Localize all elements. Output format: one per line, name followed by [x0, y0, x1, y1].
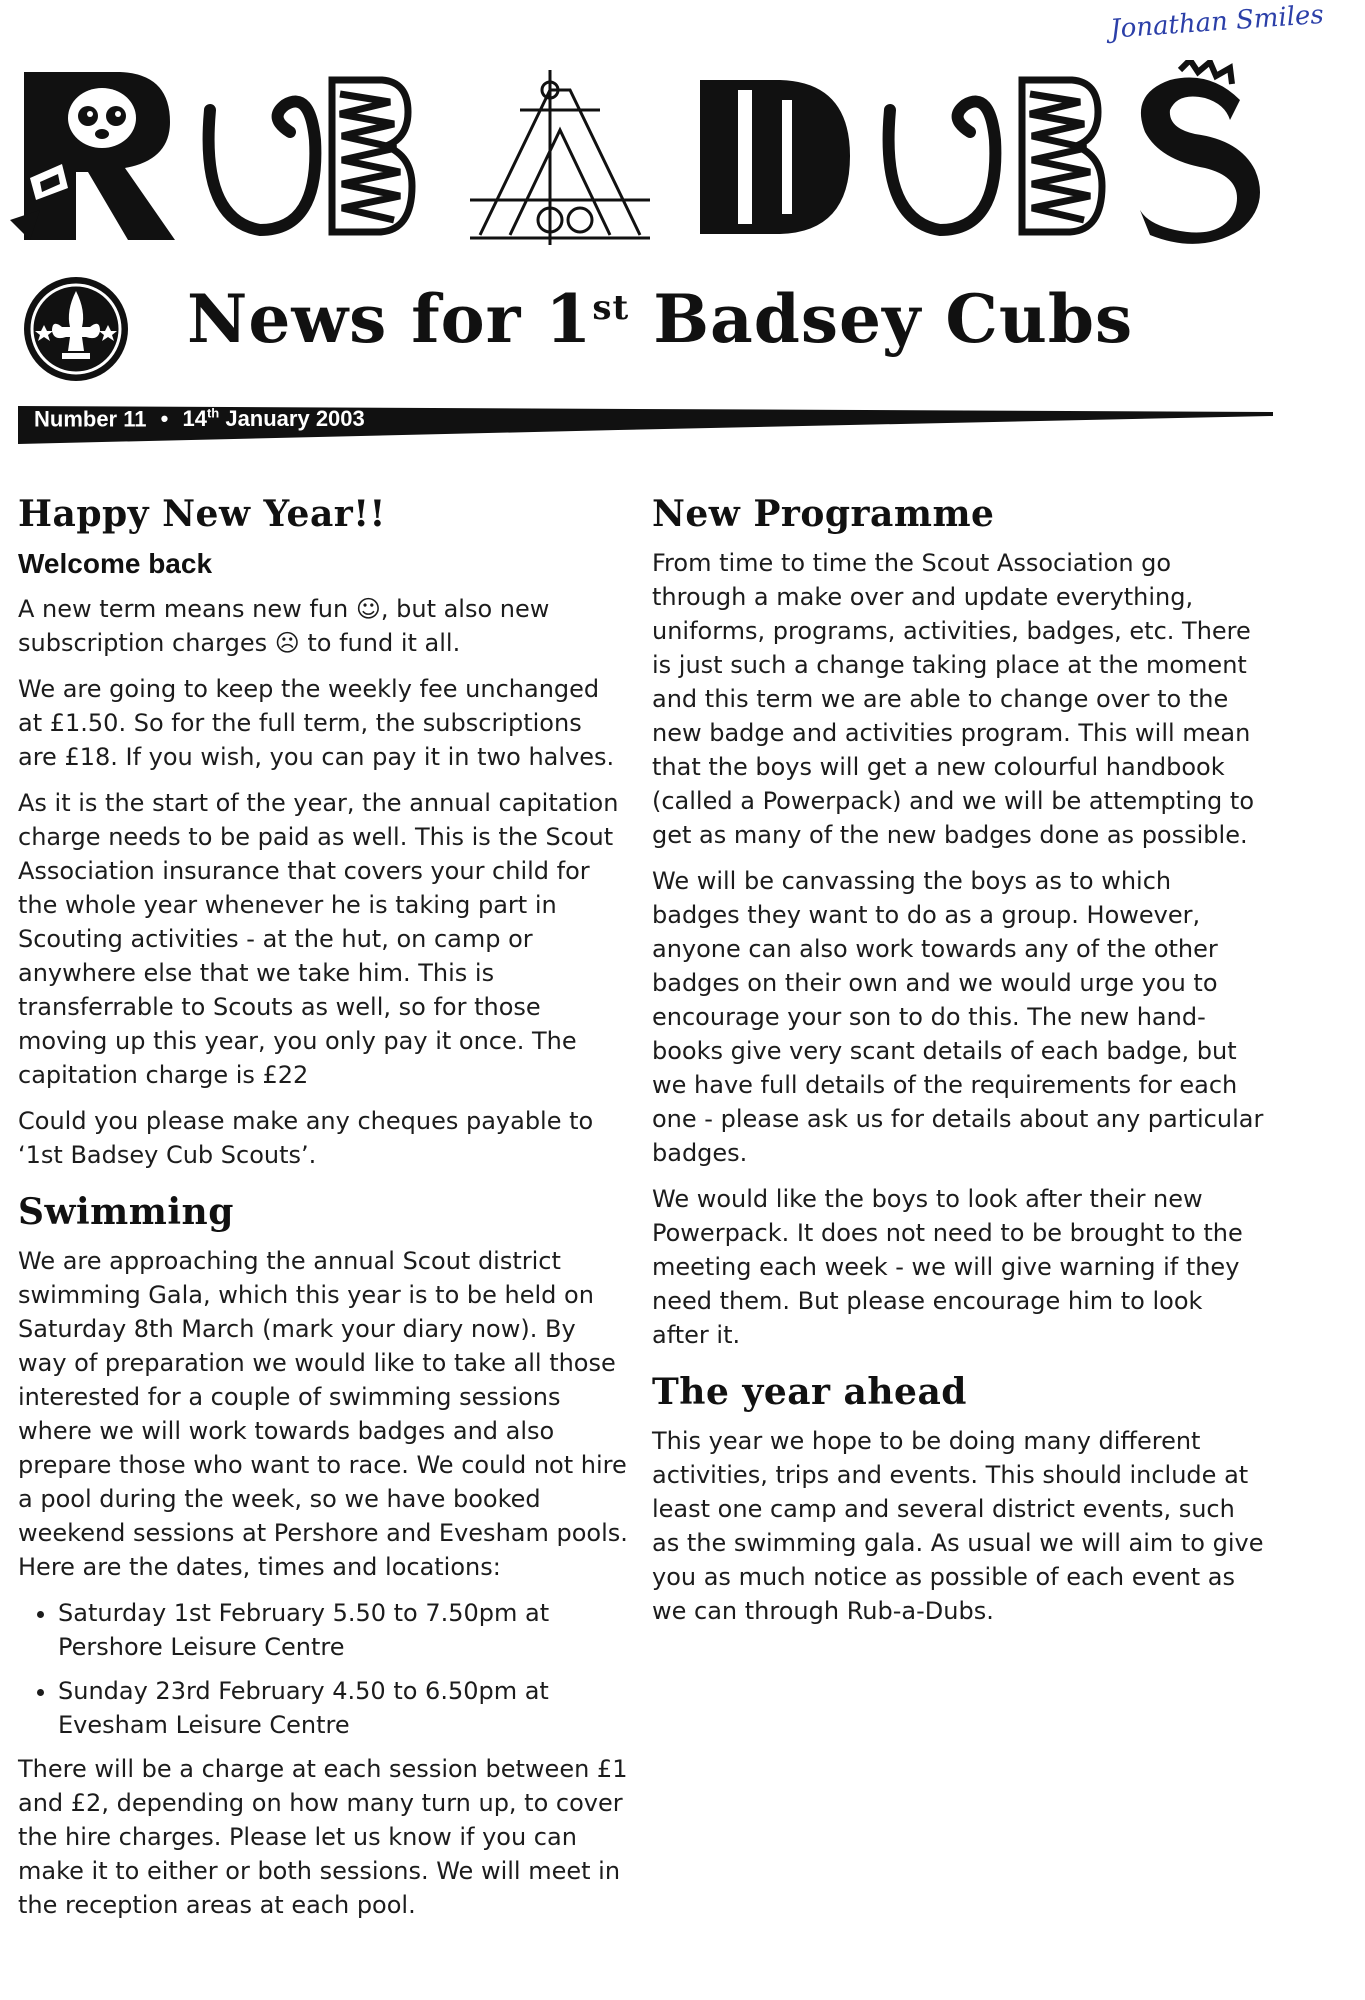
newsletter-subtitle: News for 1st Badsey Cubs: [187, 280, 1134, 358]
happy-new-year-heading: Happy New Year!!: [18, 493, 386, 535]
happy-new-year-section: [18, 492, 628, 1172]
new-term-paragraph: A new term means new fun ☺, but also new subscription charges ☹ to fund it all.: [18, 595, 550, 657]
raccoon-letter-r-icon: [10, 72, 175, 240]
powerpack-care-paragraph: We would like the boys to look after their new Powerpack. It does not need to be brought to the meeting each week - we will give warning if they need them. But please encourage him to look after it.: [652, 1185, 1243, 1349]
year-ahead-section: [652, 1370, 1264, 1628]
right-column: [652, 492, 1264, 1640]
masthead-logo: [10, 60, 1270, 250]
swimming-gala-paragraph: We are approaching the annual Scout district swimming Gala, which this year is to be held on Saturday 8th March (mark your diary now). By way of preparation we would like to take all those interested for a couple of swimming sessions where we will work towards badges and also prepare those who want to race. We could not hire a pool during the week, so we have booked weekend sessions at Pershore and Evesham pools. Here are the dates, times and locations:: [18, 1247, 628, 1581]
swimming-sessions-list: [18, 1596, 628, 1742]
weekly-fee-paragraph: We are going to keep the weekly fee unchanged at £1.50. So for the full term, the subscriptions are £18. If you wish, you can pay it in two halves.: [18, 675, 615, 771]
session-item: • Saturday 1st February 5.50 to 7.50pm at Pershore Leisure Centre: [58, 1596, 628, 1664]
left-column: [18, 492, 628, 1934]
swimming-heading: Swimming: [18, 1191, 234, 1233]
swirl-letter-u-icon-2: [889, 102, 996, 230]
cheques-paragraph: Could you please make any cheques payable to ‘1st Badsey Cub Scouts’.: [18, 1107, 594, 1169]
seahorse-letter-s-icon: [1140, 60, 1260, 244]
welcome-back-subheading: Welcome back: [18, 548, 213, 579]
zigzag-letter-b-icon: [332, 80, 412, 232]
issue-number: Number 11: [34, 406, 147, 432]
year-ahead-heading: The year ahead: [652, 1371, 967, 1413]
handwritten-signature: Jonathan Smiles: [1109, 0, 1325, 45]
newsletter-subtitle-row: [22, 270, 1282, 390]
badges-canvass-paragraph: We will be canvassing the boys as to which badges they want to do as a group. However, anyone can also work towards any of the other badges on their own and we would urge you to encourage your son to do this. The new hand-books give very scant details of each badge, but we have full details of the requirements for each one - please ask us for details about any particular badges.: [652, 867, 1264, 1167]
swirl-letter-u-icon: [209, 102, 316, 230]
issue-separator: •: [160, 406, 169, 432]
issue-date: 14th January 2003: [182, 406, 365, 432]
session-item: • Sunday 23rd February 4.50 to 6.50pm at Evesham Leisure Centre: [58, 1674, 628, 1742]
capitation-paragraph: As it is the start of the year, the annual capitation charge needs to be paid as well. This is the Scout Association insurance that covers your child for the whole year whenever he is taking part in Scouting activities - at the hut, on camp or anywhere else that we take him. This is transferrable to Scouts as well, so for those moving up this year, you only pay it once. The capitation charge is £22: [18, 789, 619, 1089]
year-ahead-paragraph: This year we hope to be doing many different activities, trips and events. This should include at least one camp and several district events, such as the swimming gala. As usual we will aim to give you as much notice as possible of each event as we can through Rub-a-Dubs.: [652, 1427, 1264, 1625]
issue-banner: [18, 400, 1278, 448]
zigzag-letter-b-icon-2: [1022, 80, 1102, 232]
programme-intro-paragraph: From time to time the Scout Association go through a make over and update everything, uniforms, programs, activities, badges, etc. There is just such a change taking place at the moment and this term we are able to change over to the new badge and activities program. This will mean that the boys will get a new colourful handbook (called a Powerpack) and we will be attempting to get as many of the new badges done as possible.: [652, 549, 1255, 849]
swimming-charge-paragraph: There will be a charge at each session between £1 and £2, depending on how many turn up, to cover the hire charges. Please let us know if you can make it to either or both sessions. We will meet in the reception areas at each pool.: [18, 1755, 628, 1919]
swimming-section: [18, 1190, 628, 1922]
block-letter-d-icon: [700, 80, 850, 234]
new-programme-section: [652, 492, 1264, 1352]
new-programme-heading: New Programme: [652, 493, 995, 535]
issue-info: [34, 406, 365, 432]
scout-fleur-de-lis-icon: [22, 275, 130, 383]
technical-drawing-letter-a-icon: [470, 70, 650, 245]
